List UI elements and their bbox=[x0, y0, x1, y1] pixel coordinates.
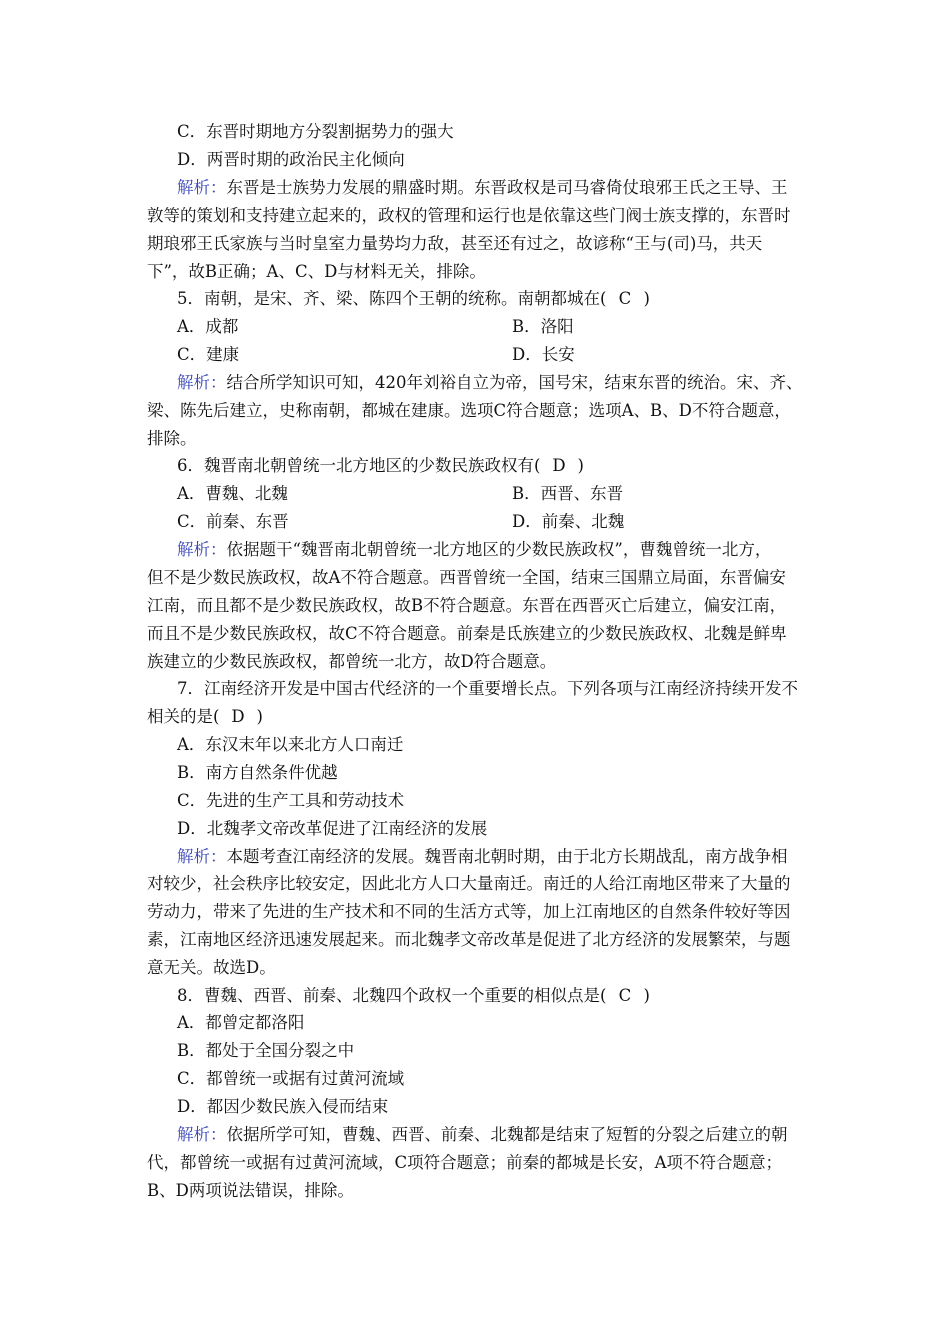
q6-analysis-line-4: 而且不是少数民族政权，故C不符合题意。前秦是氐族建立的少数民族政权、北魏是鲜卑 bbox=[147, 624, 787, 643]
q6-analysis-line-3: 江南，而且都不是少数民族政权，故B不符合题意。东晋在西晋灭亡后建立，偏安江南， bbox=[147, 596, 787, 615]
q8-option-c: C．都曾统一或据有过黄河流域 bbox=[177, 1069, 405, 1088]
q5-option-d: D．长安 bbox=[512, 345, 575, 364]
q6-stem: 6．魏晋南北朝曾统一北方地区的少数民族政权有( D ) bbox=[177, 456, 584, 475]
q5-option-a: A．成都 bbox=[177, 317, 239, 336]
q6-option-d: D．前秦、北魏 bbox=[512, 512, 625, 531]
q8-analysis-line-1: 解析：依据所学可知，曹魏、西晋、前秦、北魏都是结束了短暂的分裂之后建立的朝 bbox=[177, 1125, 788, 1144]
q8-option-a: A．都曾定都洛阳 bbox=[177, 1013, 305, 1032]
q7-stem-line-1: 7．江南经济开发是中国古代经济的一个重要增长点。下列各项与江南经济持续开发不 bbox=[177, 679, 798, 698]
analysis-label: 解析： bbox=[177, 540, 227, 559]
q5-analysis-line-2: 梁、陈先后建立，史称南朝，都城在建康。选项C符合题意；选项A、B、D不符合题意， bbox=[147, 401, 791, 420]
q4-option-d: D．两晋时期的政治民主化倾向 bbox=[177, 150, 405, 169]
q8-analysis-line-2: 代，都曾统一或据有过黄河流域，C项符合题意；前秦的都城是长安，A项不符合题意； bbox=[147, 1153, 783, 1172]
q6-analysis-line-2: 但不是少数民族政权，故A不符合题意。西晋曾统一全国，结束三国鼎立局面，东晋偏安 bbox=[147, 568, 786, 587]
q7-analysis-line-3: 劳动力，带来了先进的生产技术和不同的生活方式等，加上江南地区的自然条件较好等因 bbox=[147, 902, 791, 921]
q7-stem-line-2: 相关的是( D ) bbox=[147, 707, 263, 726]
q5-analysis-line-1: 解析：结合所学知识可知，420年刘裕自立为帝，国号宋，结束东晋的统治。宋、齐、 bbox=[177, 373, 803, 392]
q4-option-c: C．东晋时期地方分裂割据势力的强大 bbox=[177, 122, 454, 141]
q5-analysis-line-3: 排除。 bbox=[147, 429, 197, 448]
q8-option-b: B．都处于全国分裂之中 bbox=[177, 1041, 355, 1060]
q6-option-a: A．曹魏、北魏 bbox=[177, 484, 288, 503]
q4-analysis-line-2: 敦等的策划和支持建立起来的，政权的管理和运行也是依靠这些门阀士族支撑的，东晋时 bbox=[147, 206, 791, 225]
q6-answer: D bbox=[552, 456, 566, 475]
q7-option-b: B．南方自然条件优越 bbox=[177, 763, 338, 782]
q7-option-a: A．东汉末年以来北方人口南迁 bbox=[177, 735, 404, 754]
q5-stem: 5．南朝，是宋、齐、梁、陈四个王朝的统称。南朝都城在( C ) bbox=[177, 289, 650, 308]
q6-option-c: C．前秦、东晋 bbox=[177, 512, 289, 531]
q7-option-c: C．先进的生产工具和劳动技术 bbox=[177, 791, 405, 810]
q7-analysis-line-2: 对较少，社会秩序比较安定，因此北方人口大量南迁。南迁的人给江南地区带来了大量的 bbox=[147, 874, 791, 893]
q7-analysis-line-4: 素，江南地区经济迅速发展起来。而北魏孝文帝改革是促进了北方经济的发展繁荣，与题 bbox=[147, 930, 791, 949]
q6-analysis-line-5: 族建立的少数民族政权，都曾统一北方，故D符合题意。 bbox=[147, 652, 557, 671]
analysis-label: 解析： bbox=[177, 373, 227, 392]
q6-analysis-line-1: 解析：依据题干“魏晋南北朝曾统一北方地区的少数民族政权”，曹魏曾统一北方， bbox=[177, 540, 772, 559]
q8-stem: 8．曹魏、西晋、前秦、北魏四个政权一个重要的相似点是( C ) bbox=[177, 986, 650, 1005]
q4-analysis-line-1: 解析：东晋是士族势力发展的鼎盛时期。东晋政权是司马睿倚仗琅邪王氏之王导、王 bbox=[177, 178, 788, 197]
q8-answer: C bbox=[618, 986, 632, 1005]
q7-analysis-line-5: 意无关。故选D。 bbox=[147, 958, 276, 977]
q7-analysis-line-1: 解析：本题考查江南经济的发展。魏晋南北朝时期，由于北方长期战乱，南方战争相 bbox=[177, 847, 788, 866]
q7-option-d: D．北魏孝文帝改革促进了江南经济的发展 bbox=[177, 819, 488, 838]
q6-option-b: B．西晋、东晋 bbox=[512, 484, 624, 503]
q7-answer: D bbox=[231, 707, 245, 726]
q8-option-d: D．都因少数民族入侵而结束 bbox=[177, 1097, 389, 1116]
q4-analysis-line-3: 期琅邪王氏家族与当时皇室力量势均力敌，甚至还有过之，故谚称“王与(司)马，共天 bbox=[147, 234, 763, 253]
q4-analysis-line-4: 下”，故B正确；A、C、D与材料无关，排除。 bbox=[147, 262, 486, 281]
q8-analysis-line-3: B、D两项说法错误，排除。 bbox=[147, 1181, 354, 1200]
q5-option-c: C．建康 bbox=[177, 345, 240, 364]
q5-answer: C bbox=[618, 289, 632, 308]
analysis-label: 解析： bbox=[177, 847, 227, 866]
analysis-label: 解析： bbox=[177, 178, 227, 197]
analysis-label: 解析： bbox=[177, 1125, 227, 1144]
q5-option-b: B．洛阳 bbox=[512, 317, 574, 336]
